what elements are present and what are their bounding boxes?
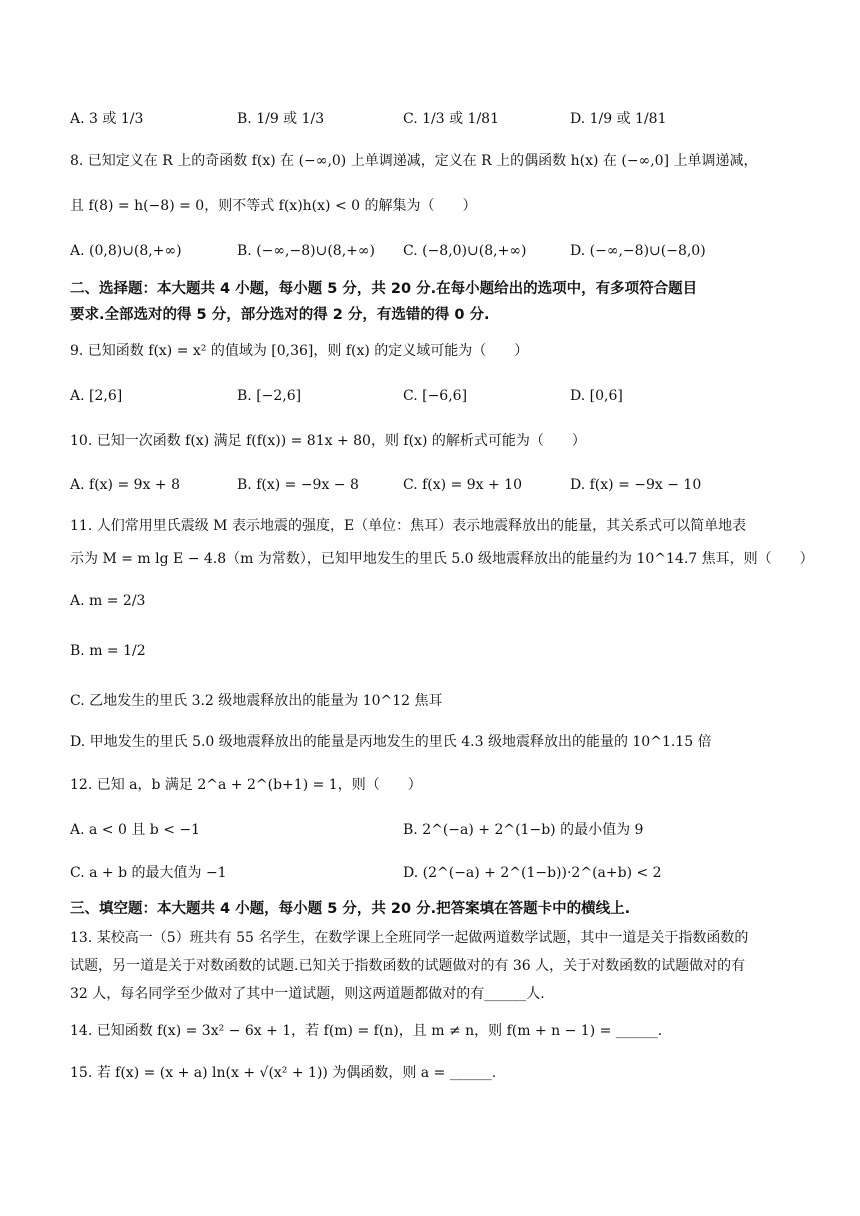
q14-stem: 14. 已知函数 f(x) = 3x² − 6x + 1，若 f(m) = f(n)，且 m ≠ n，则 f(m + n − 1) = ______. <box>70 1023 663 1039</box>
q12-option-d: D. (2^(−a) + 2^(1−b))·2^(a+b) < 2 <box>403 865 662 881</box>
q9-option-a: A. [2,6] <box>70 388 123 404</box>
q9-option-c: C. [−6,6] <box>403 388 468 404</box>
q10-option-d: D. f(x) = −9x − 10 <box>570 477 702 493</box>
q7-option-c: C. 1/3 或 1/81 <box>403 111 499 127</box>
q8-option-c: C. (−8,0)∪(8,+∞) <box>403 243 527 259</box>
q9-option-b: B. [−2,6] <box>237 388 302 404</box>
q9-stem: 9. 已知函数 f(x) = x² 的值域为 [0,36]，则 f(x) 的定义域可能为（ ） <box>70 343 529 359</box>
q13-stem-line2: 试题，另一道是关于对数函数的试题.已知关于指数函数的试题做对的有 36 人，关于对数函数的试题做对的有 <box>70 958 746 974</box>
q12-stem: 12. 已知 a，b 满足 2^a + 2^(b+1) = 1，则（ ） <box>70 777 422 793</box>
q10-option-b: B. f(x) = −9x − 8 <box>237 477 359 493</box>
q10-option-c: C. f(x) = 9x + 10 <box>403 477 522 493</box>
q11-option-b: B. m = 1/2 <box>70 643 146 659</box>
q7-option-d: D. 1/9 或 1/81 <box>570 111 667 127</box>
q15-stem: 15. 若 f(x) = (x + a) ln(x + √(x² + 1)) 为偶函数，则 a = ______. <box>70 1065 497 1081</box>
q10-stem: 10. 已知一次函数 f(x) 满足 f(f(x)) = 81x + 80，则 f(x) 的解析式可能为（ ） <box>70 433 586 449</box>
section2-heading-line2: 要求.全部选对的得 5 分，部分选对的得 2 分，有选错的得 0 分. <box>70 307 490 323</box>
q13-stem-line1: 13. 某校高一（5）班共有 55 名学生，在数学课上全班同学一起做两道数学试题，其中一道是关于指数函数的 <box>70 930 749 946</box>
q12-option-c: C. a + b 的最大值为 −1 <box>70 865 227 881</box>
q12-option-b: B. 2^(−a) + 2^(1−b) 的最小值为 9 <box>403 822 644 838</box>
q7-option-b: B. 1/9 或 1/3 <box>237 111 325 127</box>
section2-heading-line1: 二、选择题：本大题共 4 小题，每小题 5 分，共 20 分.在每小题给出的选项中，有多项符合题目 <box>70 281 698 297</box>
q10-option-a: A. f(x) = 9x + 8 <box>70 477 180 493</box>
q8-option-d: D. (−∞,−8)∪(−8,0) <box>570 243 706 259</box>
q8-option-b: B. (−∞,−8)∪(8,+∞) <box>237 243 375 259</box>
q9-option-d: D. [0,6] <box>570 388 623 404</box>
q11-stem-line1: 11. 人们常用里氏震级 M 表示地震的强度，E（单位：焦耳）表示地震释放出的能量，其关系式可以简单地表 <box>70 518 747 534</box>
q13-stem-line3: 32 人，每名同学至少做对了其中一道试题，则这两道题都做对的有______人. <box>70 986 545 1002</box>
q12-option-a: A. a < 0 且 b < −1 <box>70 822 201 838</box>
q8-stem-line1: 8. 已知定义在 R 上的奇函数 f(x) 在 (−∞,0) 上单调递减，定义在 R 上的偶函数 h(x) 在 (−∞,0] 上单调递减， <box>70 153 758 169</box>
section3-heading: 三、填空题：本大题共 4 小题，每小题 5 分，共 20 分.把答案填在答题卡中的横线上. <box>70 901 631 917</box>
q11-stem-line2: 示为 M = m lg E − 4.8（m 为常数），已知甲地发生的里氏 5.0 级地震释放出的能量约为 10^14.7 焦耳，则（ ） <box>70 551 814 567</box>
q11-option-d: D. 甲地发生的里氏 5.0 级地震释放出的能量是丙地发生的里氏 4.3 级地震释放出的能量的 10^1.15 倍 <box>70 734 712 750</box>
q7-option-a: A. 3 或 1/3 <box>70 111 144 127</box>
q11-option-a: A. m = 2/3 <box>70 593 146 609</box>
q11-option-c: C. 乙地发生的里氏 3.2 级地震释放出的能量为 10^12 焦耳 <box>70 693 443 709</box>
q8-stem-line2: 且 f(8) = h(−8) = 0，则不等式 f(x)h(x) < 0 的解集为（ ） <box>70 198 477 214</box>
q8-option-a: A. (0,8)∪(8,+∞) <box>70 243 182 259</box>
